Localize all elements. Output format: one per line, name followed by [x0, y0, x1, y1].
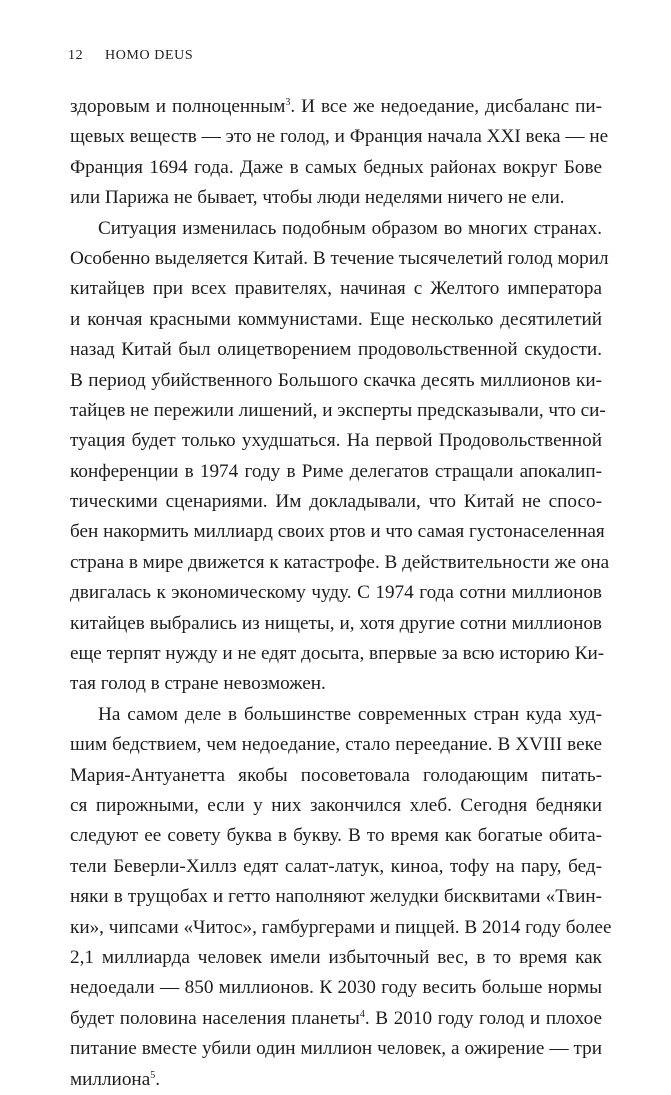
- text-run: будет половина населения планеты: [70, 1007, 360, 1029]
- text-line: [70, 852, 602, 882]
- text-run: следуют ее совету буква в букву. В то время как богатые обита-: [70, 825, 602, 847]
- text-run: тайцев не пережили лишений, и эксперты предсказывали, что си-: [70, 399, 606, 421]
- text-line: [70, 730, 602, 760]
- text-line: [70, 669, 602, 699]
- book-title: HOMO DEUS: [105, 48, 194, 63]
- text-line: [70, 214, 602, 244]
- text-run: тели Беверли-Хиллз едят салат-латук, киноа, тофу на пару, бед-: [70, 855, 602, 877]
- text-line: [70, 244, 609, 274]
- text-run: На самом деле в большинстве современных стран куда худ-: [98, 703, 602, 725]
- text-run: ся пирожными, если у них закончился хлеб. Сегодня бедняки: [70, 794, 602, 816]
- text-line: [70, 305, 602, 335]
- text-line: [70, 366, 602, 396]
- text-run: миллиона: [70, 1068, 151, 1090]
- text-line: [70, 548, 610, 578]
- text-line: [70, 274, 602, 304]
- text-run: .: [155, 1068, 161, 1090]
- running-header: [68, 48, 193, 64]
- text-run: ки», чипсами «Читос», гамбургерами и пиццей. В 2014 году более: [70, 916, 612, 938]
- text-line: [70, 1034, 602, 1064]
- text-run: китайцев при всех правителях, начиная с Желтого императора: [70, 278, 602, 300]
- text-run: страна в мире движется к катастрофе. В действительности же она: [70, 551, 610, 573]
- text-line: [70, 791, 602, 821]
- text-line: [70, 122, 609, 152]
- text-run: Мария-Антуанетта якобы посоветовала голодающим питать-: [70, 764, 602, 786]
- text-line: [70, 913, 612, 943]
- text-run: питание вместе убили один миллион человек, а ожирение — три: [70, 1038, 602, 1060]
- text-line: [70, 517, 605, 547]
- text-line: [70, 882, 602, 912]
- text-run: бен накормить миллиард своих ртов и что самая густонаселенная: [70, 521, 605, 543]
- text-run: Франция 1694 года. Даже в самых бедных районах вокруг Бове: [70, 156, 602, 178]
- text-run: Особенно выделяется Китай. В течение тысячелетий голод морил: [70, 247, 609, 269]
- text-line: [70, 639, 605, 669]
- text-line: [70, 578, 602, 608]
- text-line: [70, 973, 602, 1003]
- text-run: конференции в 1974 году в Риме делегатов стращали апокалип-: [70, 460, 602, 482]
- text-run: двигалась к экономическому чуду. С 1974 года сотни миллионов: [70, 582, 602, 604]
- text-line: [70, 153, 602, 183]
- text-run: 2,1 миллиарда человек имели избыточный вес, в то время как: [70, 946, 602, 968]
- text-line: [70, 1004, 602, 1034]
- text-line: [70, 943, 602, 973]
- text-line: [70, 609, 602, 639]
- text-run: шим бедствием, чем недоедание, стало переедание. В XVIII веке: [70, 734, 602, 756]
- page-number: 12: [68, 48, 84, 63]
- text-line: [70, 1065, 602, 1095]
- text-run: щевых веществ — это не голод, и Франция начала XXI века — не: [70, 126, 609, 148]
- text-line: [70, 761, 602, 791]
- footnote-marker: 5: [150, 1069, 156, 1081]
- text-run: няки в трущобах и гетто наполняют желудки бисквитами «Твин-: [70, 886, 602, 908]
- text-line: [70, 183, 602, 213]
- text-run: туация будет только ухудшаться. На первой Продовольственной: [70, 430, 602, 452]
- footnote-marker: 4: [359, 1008, 365, 1020]
- text-run: тая голод в стране невозможен.: [70, 673, 326, 695]
- text-run: или Парижа не бывает, чтобы люди неделями ничего не ели.: [70, 187, 565, 209]
- text-run: недоедали — 850 миллионов. К 2030 году весить больше нормы: [70, 977, 602, 999]
- footnote-marker: 3: [285, 97, 291, 108]
- text-run: Ситуация изменилась подобным образом во многих странах.: [98, 217, 602, 239]
- text-line: [70, 426, 602, 456]
- text-line: [70, 335, 602, 365]
- text-run: тическими сценариями. Им докладывали, что Китай не спосо-: [70, 491, 602, 513]
- text-run: В период убийственного Большого скачка десять миллионов ки-: [70, 369, 602, 391]
- text-line: [70, 396, 606, 426]
- text-run: . В 2010 году голод и плохое: [364, 1007, 602, 1029]
- text-line: [70, 457, 602, 487]
- text-line: [70, 821, 602, 851]
- text-line: [70, 92, 602, 122]
- text-run: и кончая красными коммунистами. Еще несколько десятилетий: [70, 308, 602, 330]
- text-run: . И все же недоедание, дисбаланс пи-: [290, 96, 602, 117]
- text-run: здоровым и полноценным: [70, 96, 286, 117]
- text-run: китайцев выбрались из нищеты, и, хотя другие сотни миллионов: [70, 612, 602, 634]
- text-line: [70, 700, 602, 730]
- text-run: еще терпят нужду и не едят досыта, впервые за всю историю Ки-: [70, 643, 605, 665]
- body-text: [70, 92, 612, 1095]
- text-line: [70, 487, 602, 517]
- text-run: назад Китай был олицетворением продовольственной скудости.: [70, 339, 602, 361]
